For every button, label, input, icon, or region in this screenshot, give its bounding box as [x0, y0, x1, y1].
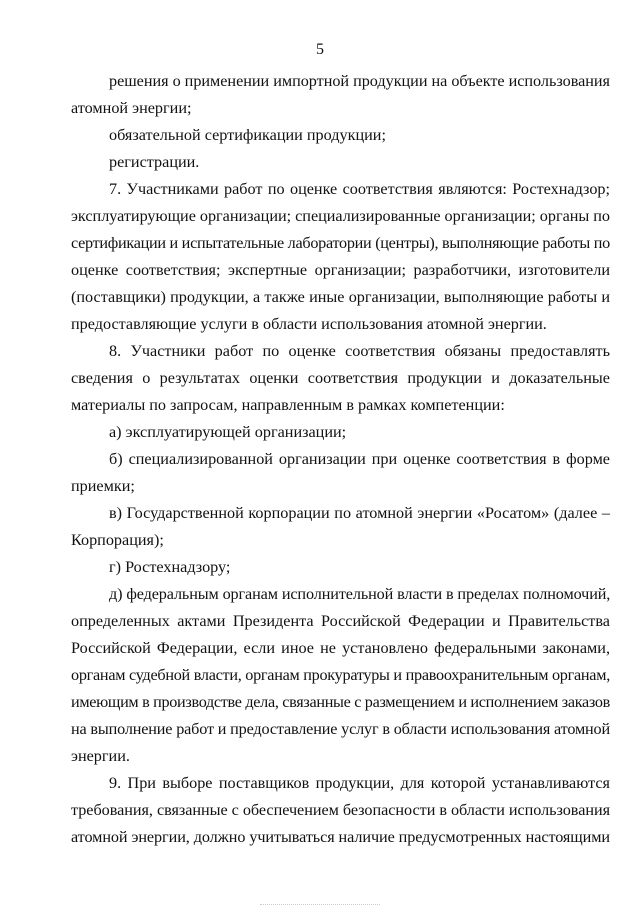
text-line: Корпорация); [71, 531, 164, 549]
text-line: приемки; [71, 477, 135, 495]
text-line: оценке соответствия; экспертные организации; разработчики, изготовители [71, 261, 610, 279]
text-line: б) специализированной организации при оценке соответствия в форме [109, 450, 610, 468]
text-line: в) Государственной корпорации по атомной энергии «Росатом» (далее – [109, 504, 610, 522]
text-line: 9. При выборе поставщиков продукции, для которой устанавливаются [109, 774, 610, 792]
text-line: определенных актами Президента Российской Федерации и Правительства [71, 612, 610, 630]
text-line: сведения о результатах оценки соответствия продукции и доказательные [71, 369, 610, 387]
page-number: 5 [316, 41, 324, 58]
text-line: энергии. [71, 747, 130, 765]
text-line: на выполнение работ и предоставление услуг в области использования атомной [71, 720, 610, 738]
text-line: атомной энергии, должно учитываться наличие предусмотренных настоящими [71, 828, 611, 846]
text-line: эксплуатирующие организации; специализированные организации; органы по [71, 207, 610, 225]
text-line: сертификации и испытательные лаборатории (центры), выполняющие работы по [71, 234, 610, 252]
text-line: материалы по запросам, направленным в рамках компетенции: [71, 396, 505, 414]
text-line: органам судебной власти, органам прокуратуры и правоохранительным органам, [71, 666, 610, 684]
text-line: предоставляющие услуги в области использования атомной энергии. [71, 315, 547, 333]
text-line: регистрации. [109, 153, 200, 171]
text-line: а) эксплуатирующей организации; [109, 423, 347, 441]
text-line: решения о применении импортной продукции на объекте использования [109, 72, 610, 90]
text-line: г) Ростехнадзору; [109, 558, 231, 576]
text-line: (поставщики) продукции, а также иные организации, выполняющие работы и [71, 288, 610, 306]
text-line: атомной энергии; [71, 99, 192, 117]
text-line: требования, связанные с обеспечением безопасности в области использования [71, 801, 611, 819]
text-line: 8. Участники работ по оценке соответствия обязаны предоставлять [109, 342, 610, 360]
text-line: 7. Участниками работ по оценке соответствия являются: Ростехнадзор; [109, 180, 610, 198]
document-body [71, 68, 610, 851]
text-line: обязательной сертификации продукции; [109, 126, 386, 144]
text-line: имеющим в производстве дела, связанные с размещением и исполнением заказов [71, 693, 610, 711]
text-line: Российской Федерации, если иное не установлено федеральными законами, [71, 639, 610, 657]
text-line: д) федеральным органам исполнительной власти в пределах полномочий, [109, 585, 611, 603]
